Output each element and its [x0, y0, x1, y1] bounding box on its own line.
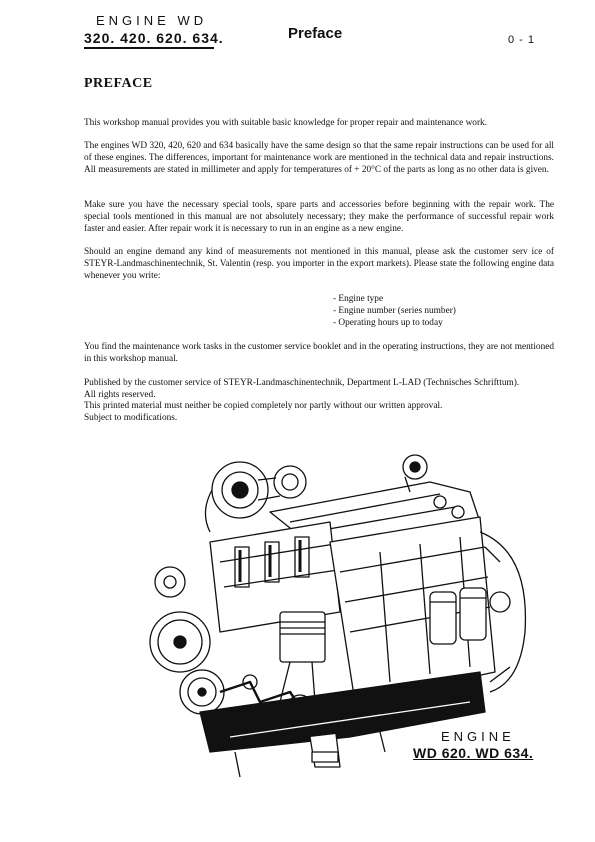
- header-section-title: Preface: [288, 25, 343, 42]
- publisher-line: This printed material must neither be copied completely nor partly without our written approval.: [84, 401, 443, 411]
- list-item: - Engine type: [333, 294, 384, 304]
- publisher-line: Subject to modifications.: [84, 412, 178, 423]
- paragraph-contact: Should an engine demand any kind of measurements not mentioned in this manual, please ask the customer serv ice of STEYR-Landmaschinentechnik, St. Valentin (resp. you importer in the export markets). Please state the following engine data whenever you write:: [84, 247, 554, 281]
- paragraph-engines: The engines WD 320, 420, 620 and 634 basically have the same design so that the same repair instructions can be used for all of these engines. The differences, important for maintenance work are mentioned in the technical data and repair instructions. All measurements are stated in millimeter and apply for temperatures of + 20°C of the parts as long as no other data is given.: [84, 141, 554, 175]
- list-item: - Engine number (series number): [333, 306, 456, 316]
- publisher-line: All rights reserved.: [84, 389, 156, 400]
- header-engine-models: 320. 420. 620. 634.: [84, 30, 224, 46]
- paragraph-tools: Make sure you have the necessary special tools, spare parts and accessories before beginning with the repair work. The special tools mentioned in this manual are not absolutely necessary; they make the performance of successful repair work faster and easier. After repair work it is necessary to run in an engine as a new engine.: [84, 200, 554, 234]
- oil-pan-drawing: [200, 672, 485, 777]
- figure-caption-engine: ENGINE: [441, 729, 515, 744]
- header-page-number: 0 - 1: [508, 34, 536, 46]
- document-title: PREFACE: [84, 76, 153, 91]
- engine-data-list: [333, 293, 456, 329]
- publisher-line: Published by the customer service of STEYR-Landmaschinentechnik, Department L-LAD (Technisches Schrifttum).: [84, 378, 520, 388]
- paragraph-maintenance: You find the maintenance work tasks in the customer service booklet and in the operating instructions, they are not mentioned in this workshop manual.: [84, 342, 554, 364]
- header-engine-label: ENGINE WD: [96, 13, 208, 28]
- header-underline: [84, 47, 214, 49]
- list-item: - Operating hours up to today: [333, 318, 443, 328]
- publisher-block: [84, 378, 519, 424]
- figure-caption-models: WD 620. WD 634.: [413, 745, 534, 761]
- paragraph-intro: This workshop manual provides you with suitable basic knowledge for proper repair and maintenance work.: [84, 118, 488, 128]
- front-gears-drawing: [150, 567, 224, 714]
